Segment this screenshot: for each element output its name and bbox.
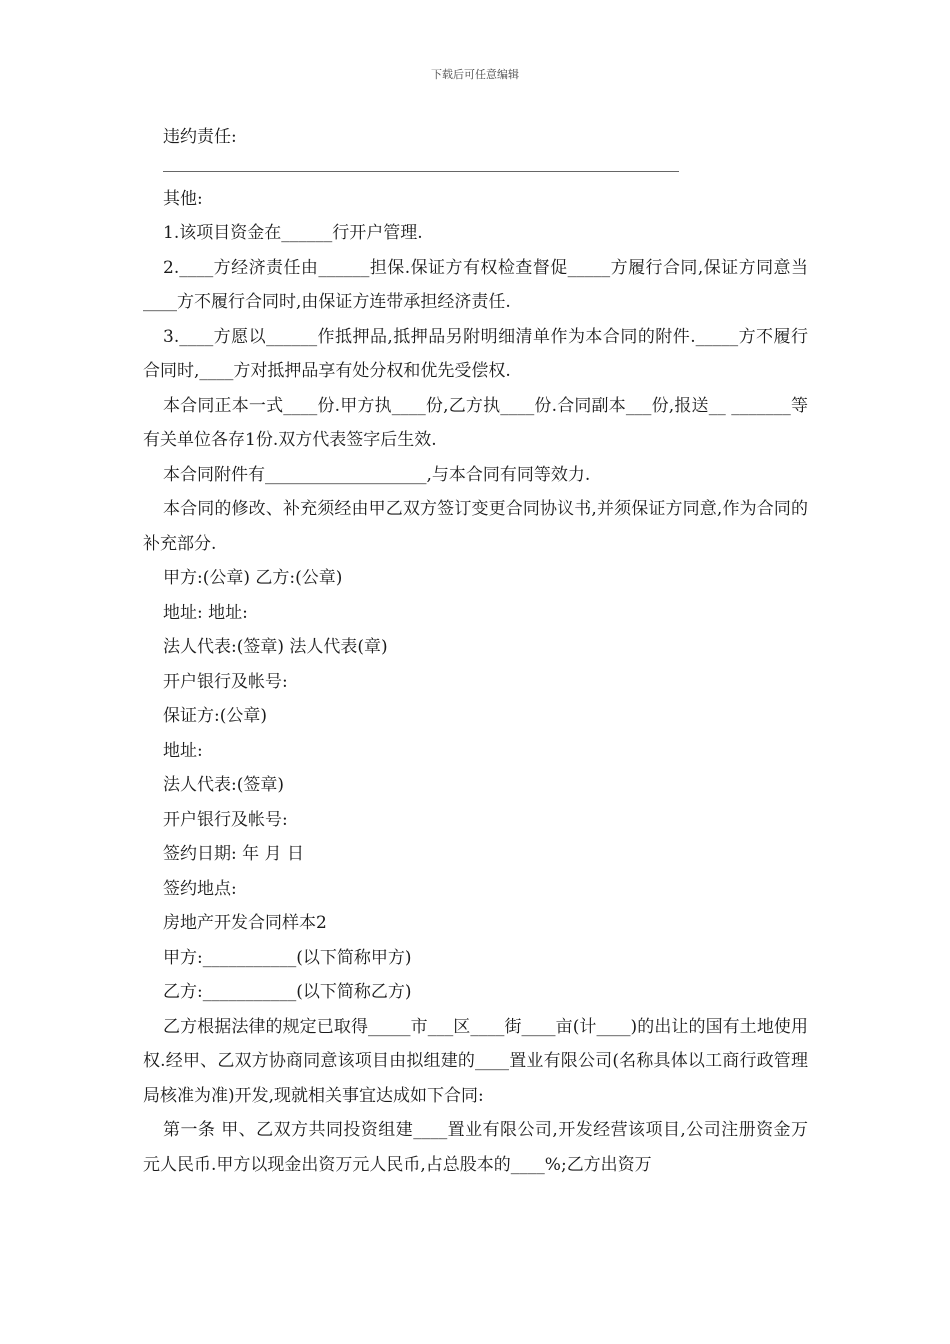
document-body (143, 120, 808, 1182)
bank-account-line: 开户银行及帐号: (163, 671, 288, 692)
copies-paragraph: 本合同正本一式____份.甲方执____份,乙方执____份.合同副本___份,报送__ _______等有关单位各存1份.双方代表签字后生效. (143, 395, 808, 450)
section-other: 其他: (163, 188, 203, 209)
page-header: 下载后可任意编辑 (431, 68, 519, 81)
guarantor-seal-line: 保证方:(公章) (163, 706, 267, 726)
party-b-line: 乙方:___________(以下简称乙方) (163, 982, 412, 1002)
preamble-paragraph: 乙方根据法律的规定已取得_____市___区____街____亩(计____)的出让的国有土地使用权.经甲、乙双方协商同意该项目由拟组建的____置业有限公司(名称具体以工商行政管理局核准为准)开发,现就相关事宜达成如下合同: (143, 1016, 808, 1106)
clause-1: 1.该项目资金在______行开户管理. (163, 223, 423, 243)
sample-title: 房地产开发合同样本2 (163, 913, 327, 933)
party-a-line: 甲方:___________(以下简称甲方) (163, 947, 412, 968)
signing-place-line: 签约地点: (163, 878, 237, 899)
address-line: 地址: 地址: (163, 602, 248, 623)
guarantor-legal-rep-line: 法人代表:(签章) (163, 775, 284, 795)
clause-2: 2.____方经济责任由______担保.保证方有权检查督促_____方履行合同,保证方同意当____方不履行合同时,由保证方连带承担经济责任. (143, 257, 808, 312)
signing-date-line: 签约日期: 年 月 日 (163, 844, 304, 864)
blank-line-divider (163, 171, 679, 172)
attachments-paragraph: 本合同附件有___________________,与本合同有同等效力. (163, 464, 591, 485)
amendment-paragraph: 本合同的修改、补充须经由甲乙双方签订变更合同协议书,并须保证方同意,作为合同的补充部分. (143, 499, 808, 554)
section-breach-liability: 违约责任: (163, 127, 237, 147)
guarantor-address-line: 地址: (163, 740, 203, 761)
clause-3: 3.____方愿以______作抵押品,抵押品另附明细清单作为本合同的附件._____方不履行合同时,____方对抵押品享有处分权和优先受偿权. (143, 326, 808, 381)
party-seals-line: 甲方:(公章) 乙方:(公章) (163, 568, 343, 588)
guarantor-bank-line: 开户银行及帐号: (163, 809, 288, 830)
legal-rep-line: 法人代表:(签章) 法人代表(章) (163, 637, 388, 657)
article-1-paragraph: 第一条 甲、乙双方共同投资组建____置业有限公司,开发经营该项目,公司注册资金万元人民币.甲方以现金出资万元人民币,占总股本的____%;乙方出资万 (143, 1120, 808, 1175)
